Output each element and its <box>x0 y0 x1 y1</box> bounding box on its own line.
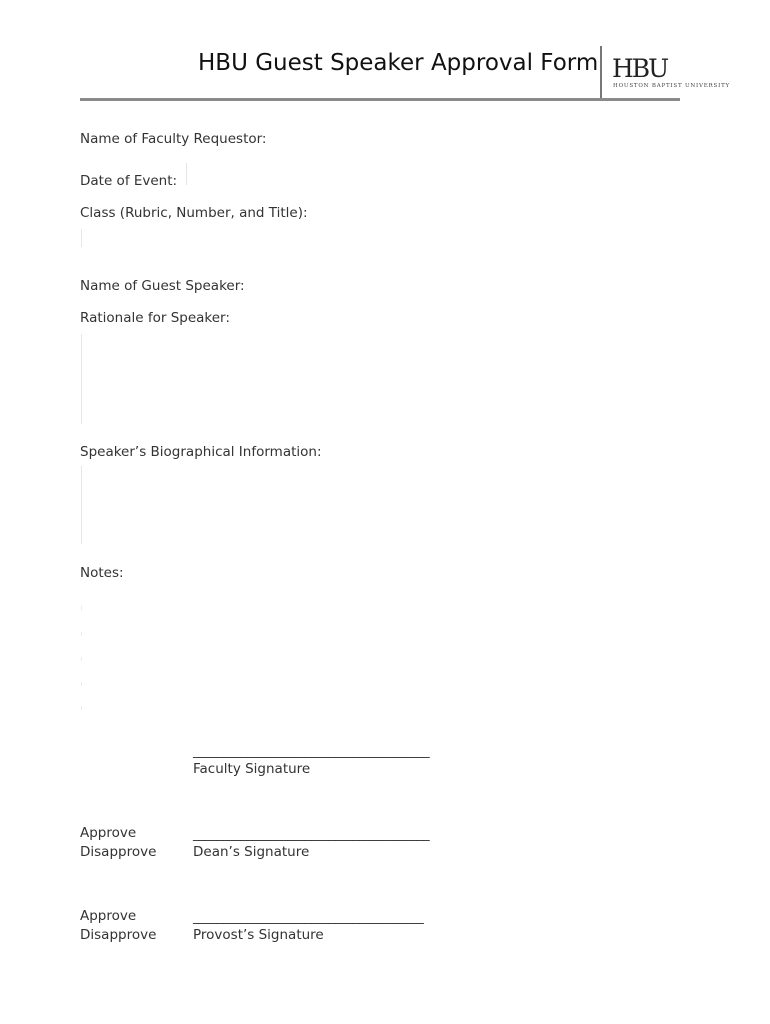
page-title: HBU Guest Speaker Approval Form <box>198 50 599 76</box>
dean-approve-option[interactable]: Approve <box>80 825 137 841</box>
rationale-label: Rationale for Speaker: <box>80 310 230 326</box>
provost-signature-line[interactable]: _______________________________________ <box>193 910 424 925</box>
notes-line-marker <box>81 657 82 661</box>
date-of-event-field[interactable] <box>186 163 187 185</box>
provost-signature-label: Provost’s Signature <box>193 927 324 943</box>
dean-signature-line[interactable]: ________________________________________ <box>193 827 430 842</box>
biography-field[interactable] <box>81 466 82 544</box>
hbu-logo: HBU <box>612 54 668 83</box>
guest-speaker-label: Name of Guest Speaker: <box>80 278 245 294</box>
biography-label: Speaker’s Biographical Information: <box>80 444 322 460</box>
notes-line-marker <box>81 632 82 636</box>
dean-disapprove-option[interactable]: Disapprove <box>80 844 157 860</box>
notes-line-marker <box>81 706 82 710</box>
notes-label: Notes: <box>80 565 124 581</box>
class-label: Class (Rubric, Number, and Title): <box>80 205 308 221</box>
provost-approve-option[interactable]: Approve <box>80 908 137 924</box>
class-field[interactable] <box>81 229 82 247</box>
date-of-event-label: Date of Event: <box>80 173 178 189</box>
faculty-requestor-label: Name of Faculty Requestor: <box>80 131 267 147</box>
notes-line-marker <box>81 682 82 686</box>
notes-line-marker <box>81 606 82 610</box>
provost-disapprove-option[interactable]: Disapprove <box>80 927 157 943</box>
faculty-signature-label: Faculty Signature <box>193 761 311 777</box>
title-divider <box>80 98 680 101</box>
hbu-logo-subtext: HOUSTON BAPTIST UNIVERSITY <box>613 83 730 89</box>
dean-signature-label: Dean’s Signature <box>193 844 310 860</box>
logo-divider <box>600 46 602 98</box>
rationale-field[interactable] <box>81 334 82 424</box>
faculty-signature-line[interactable]: ________________________________________ <box>193 744 430 759</box>
